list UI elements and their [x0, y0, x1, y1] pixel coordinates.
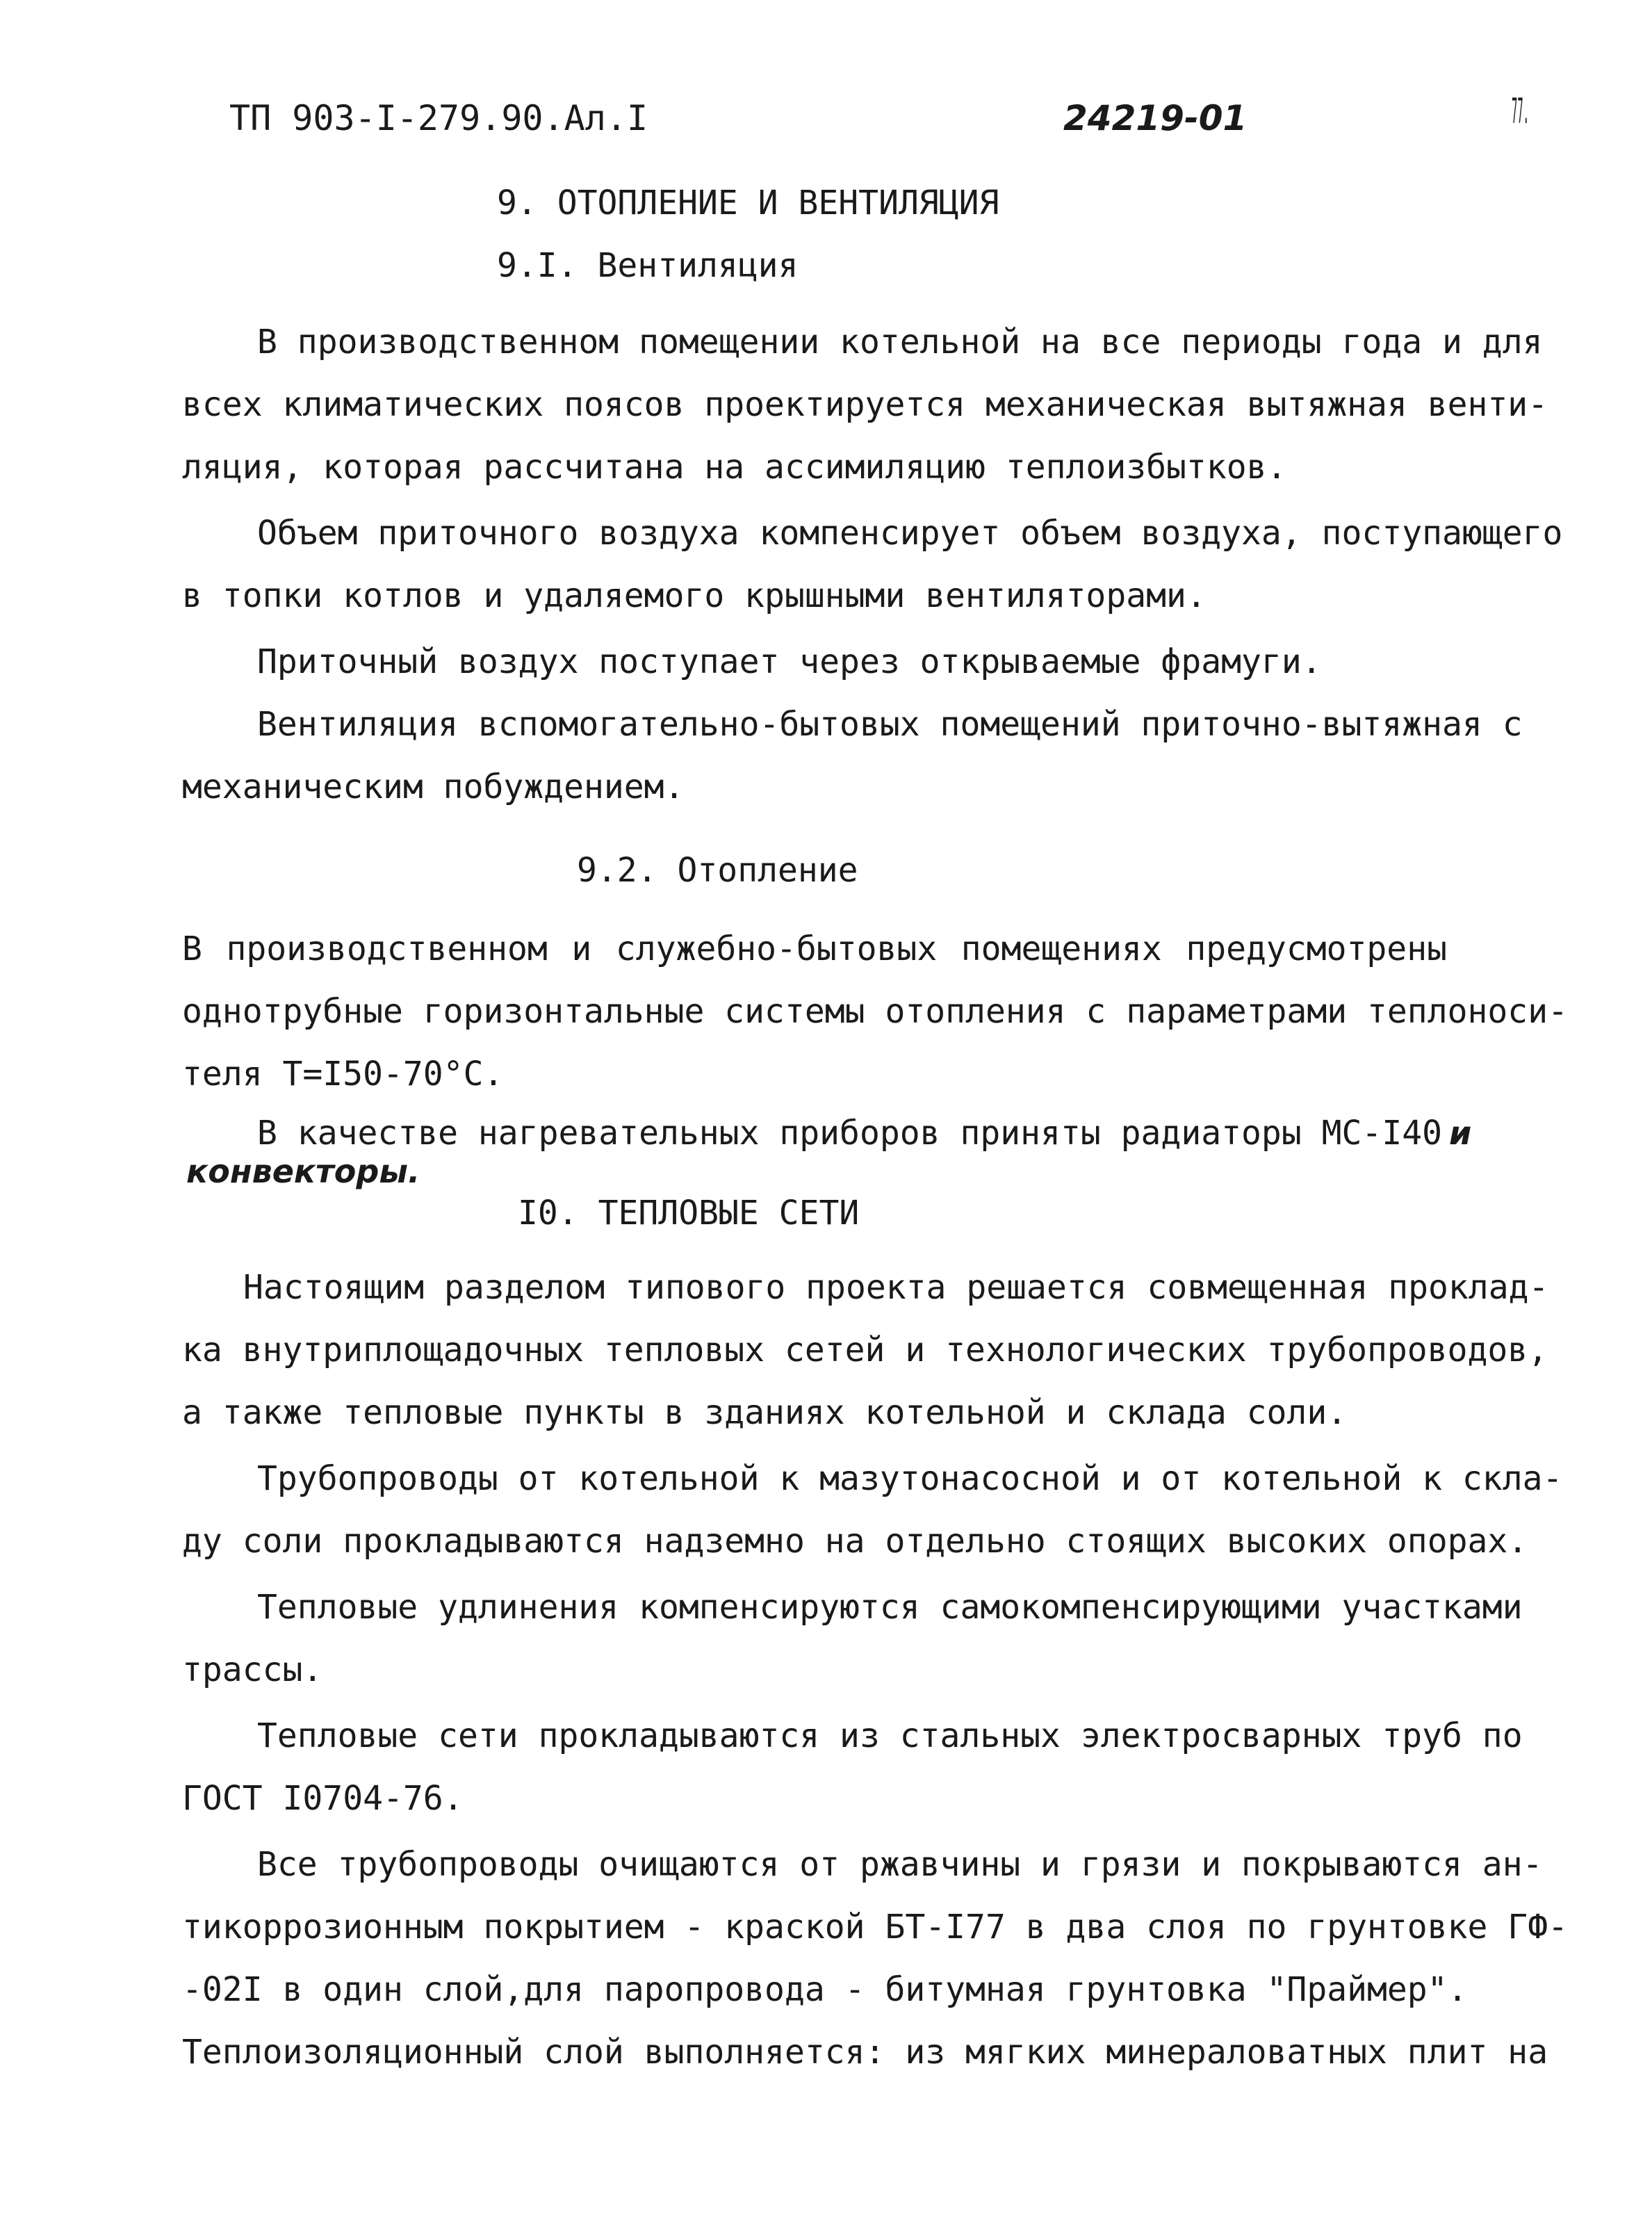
paragraph-line: Вентиляция вспомогательно-бытовых помещений приточно-вытяжная с [257, 705, 1523, 744]
paragraph-line: ляция, которая рассчитана на ассимиляцию теплоизбытков. [182, 448, 1287, 487]
paragraph-line: Теплоизоляционный слой выполняется: из мягких минераловатных плит на [182, 2033, 1548, 2072]
paragraph-line: Все трубопроводы очищаются от ржавчины и грязи и покрываются ан- [257, 1845, 1543, 1884]
paragraph-line: а также тепловые пункты в зданиях котельной и склада соли. [182, 1393, 1348, 1432]
paragraph-line: В производственном и служебно-бытовых помещениях предусмотрены [182, 929, 1447, 968]
section-9-title: 9. ОТОПЛЕНИЕ И ВЕНТИЛЯЦИЯ [497, 184, 999, 222]
section-9-1-title: 9.I. Вентиляция [497, 246, 799, 285]
paragraph-line: тикоррозионным покрытием - краской БТ-I77 в два слоя по грунтовке ГФ- [182, 1908, 1568, 1947]
paragraph-line: Приточный воздух поступает через открываемые фрамуги. [257, 642, 1322, 681]
paragraph-line: Тепловые сети прокладываются из стальных электросварных труб по [257, 1716, 1523, 1755]
paragraph-line: однотрубные горизонтальные системы отопления с параметрами теплоноси- [182, 992, 1568, 1031]
paragraph-line: ду соли прокладываются надземно на отдельно стоящих высоких опорах. [182, 1522, 1528, 1561]
paragraph-line: ка внутриплощадочных тепловых сетей и технологических трубопроводов, [182, 1331, 1548, 1370]
paragraph-line: всех климатических поясов проектируется механическая вытяжная венти- [182, 385, 1548, 424]
paragraph-line: трассы. [182, 1650, 323, 1689]
paragraph-line: в топки котлов и удаляемого крышными вентиляторами. [182, 576, 1207, 615]
paragraph-line: В производственном помещении котельной на все периоды года и для [257, 323, 1543, 361]
paragraph-line: Тепловые удлинения компенсируются самокомпенсирующими участками [257, 1588, 1523, 1627]
paragraph-line: Трубопроводы от котельной к мазутонасосной и от котельной к скла- [257, 1459, 1563, 1498]
paragraph-line: -02I в один слой,для паропровода - битумная грунтовка "Праймер". [182, 1970, 1468, 2009]
paragraph-line: Настоящим разделом типового проекта решается совмещенная проклад- [243, 1268, 1549, 1307]
document-code: ТП 903-I-279.90.Ал.I [229, 98, 648, 138]
paragraph-line: ГОСТ I0704-76. [182, 1779, 464, 1818]
paragraph-line: теля Т=I50-70°С. [182, 1055, 504, 1094]
paragraph-line: В качестве нагревательных приборов приняты радиаторы МС-I40 [257, 1114, 1443, 1153]
paragraph-line: механическим побуждением. [182, 767, 685, 806]
paragraph-line: Объем приточного воздуха компенсирует объем воздуха, поступающего [257, 514, 1563, 553]
handwritten-number: 24219-01 [1063, 98, 1248, 138]
section-9-2-title: 9.2. Отопление [577, 851, 858, 890]
handwritten-addition: и [1449, 1114, 1472, 1152]
section-10-title: I0. ТЕПЛОВЫЕ СЕТИ [518, 1194, 860, 1233]
handwritten-addition: конвекторы. [186, 1153, 420, 1190]
page-number: 77. [1512, 91, 1530, 131]
